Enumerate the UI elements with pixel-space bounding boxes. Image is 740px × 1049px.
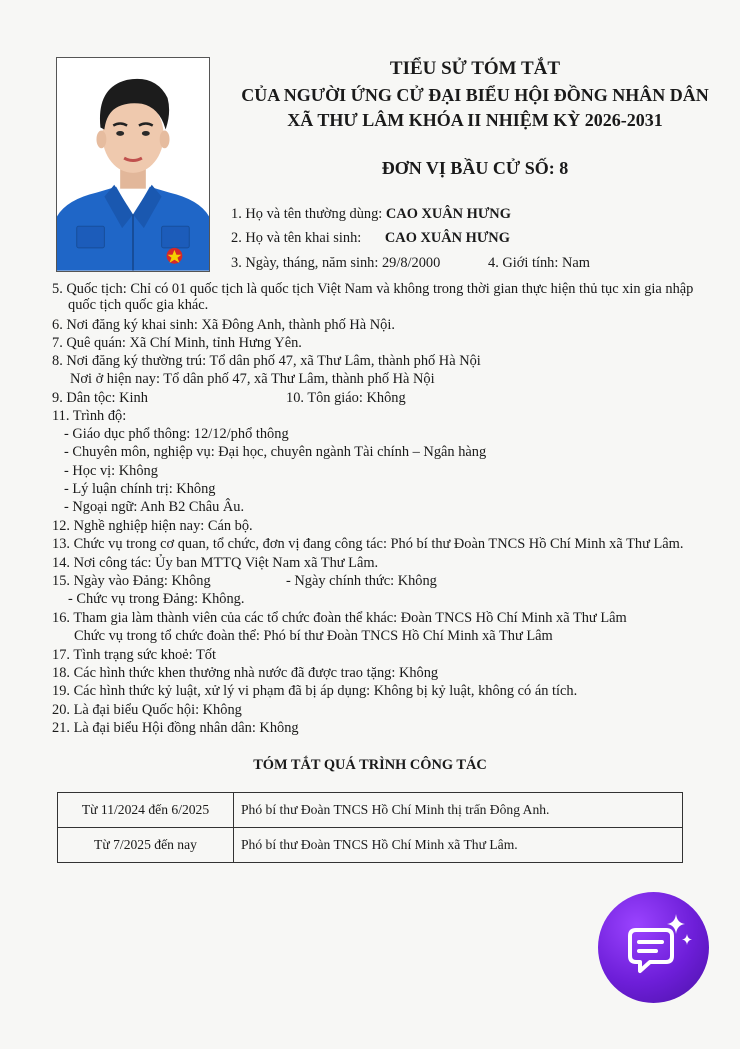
current-residence: Nơi ở hiện nay: Tổ dân phố 47, xã Thư Lâm, thành phố Hà Nội: [70, 371, 435, 387]
academic-degree: - Học vị: Không: [64, 463, 158, 479]
gender: 4. Giới tính: Nam: [488, 255, 590, 271]
common-name-row: [231, 205, 511, 223]
current-position: 13. Chức vụ trong cơ quan, tổ chức, đơn vị đang công tác: Phó bí thư Đoàn TNCS Hồ Chí Minh xã Thư Lâm.: [52, 536, 684, 552]
period-cell: Từ 7/2025 đến nay: [58, 828, 234, 863]
common-name-value: CAO XUÂN HƯNG: [385, 206, 511, 222]
table-row: [58, 793, 683, 828]
state-awards: 18. Các hình thức khen thưởng nhà nước đã được trao tặng: Không: [52, 665, 439, 681]
work-history-table: [57, 792, 683, 863]
specialization: - Chuyên môn, nghiệp vụ: Đại học, chuyên ngành Tài chính – Ngân hàng: [64, 444, 487, 460]
hometown: 7. Quê quán: Xã Chí Minh, tỉnh Hưng Yên.: [52, 335, 302, 351]
workplace: 14. Nơi công tác: Ủy ban MTTQ Việt Nam xã Thư Lâm.: [52, 555, 379, 571]
portrait-illustration: [57, 58, 209, 271]
birth-name-row: [231, 229, 510, 247]
candidate-photo: [56, 57, 210, 272]
work-history-title: TÓM TẮT QUÁ TRÌNH CÔNG TÁC: [253, 757, 487, 773]
peoples-council-member: 21. Là đại biểu Hội đồng nhân dân: Không: [52, 720, 299, 736]
political-theory: - Lý luận chính trị: Không: [64, 481, 216, 497]
disciplinary-record: 19. Các hình thức kỷ luật, xử lý vi phạm đã bị áp dụng: Không bị kỷ luật, không có án tích.: [52, 683, 578, 699]
birth-name-value: CAO XUÂN HƯNG: [384, 230, 510, 246]
common-name-label: 1. Họ và tên thường dùng:: [231, 206, 383, 222]
document-subtitle-1: CỦA NGƯỜI ỨNG CỬ ĐẠI BIỂU HỘI ĐỒNG NHÂN DÂN: [241, 85, 709, 105]
birth-name-label: 2. Họ và tên khai sinh:: [231, 230, 362, 246]
permanent-residence: 8. Nơi đăng ký thường trú: Tổ dân phố 47, xã Thư Lâm, thành phố Hà Nội: [52, 353, 481, 369]
organization-position: Chức vụ trong tổ chức đoàn thể: Phó bí thư Đoàn TNCS Hồ Chí Minh xã Thư Lâm: [74, 628, 553, 644]
organizations: 16. Tham gia làm thành viên của các tổ chức đoàn thể khác: Đoàn TNCS Hồ Chí Minh xã Thư Lâm: [52, 610, 627, 626]
education-heading: 11. Trình độ:: [52, 408, 127, 424]
national-assembly-member: 20. Là đại biểu Quốc hội: Không: [52, 702, 242, 718]
document-title: TIỂU SỬ TÓM TẮT: [389, 58, 561, 79]
document-subtitle-2: XÃ THƯ LÂM KHÓA II NHIỆM KỲ 2026-2031: [287, 110, 663, 130]
general-education: - Giáo dục phổ thông: 12/12/phổ thông: [64, 426, 289, 442]
ai-assistant-button[interactable]: [598, 892, 709, 1003]
date-of-birth: 3. Ngày, tháng, năm sinh: 29/8/2000: [231, 255, 441, 271]
role-cell: Phó bí thư Đoàn TNCS Hồ Chí Minh thị trấn Đông Anh.: [234, 793, 683, 828]
occupation: 12. Nghề nghiệp hiện nay: Cán bộ.: [52, 518, 253, 534]
religion: 10. Tôn giáo: Không: [286, 390, 406, 406]
foreign-language: - Ngoại ngữ: Anh B2 Châu Âu.: [64, 499, 245, 515]
electoral-unit: ĐƠN VỊ BẦU CỬ SỐ: 8: [381, 158, 569, 178]
ethnicity: 9. Dân tộc: Kinh: [52, 390, 148, 406]
role-cell: Phó bí thư Đoàn TNCS Hồ Chí Minh xã Thư Lâm.: [234, 828, 683, 863]
nationality-line-1: 5. Quốc tịch: Chỉ có 01 quốc tịch là quốc tịch Việt Nam và không trong thời gian thực hiện thủ tục xin gia nhập: [52, 281, 694, 297]
health-status: 17. Tình trạng sức khoẻ: Tốt: [52, 647, 216, 663]
party-join-date: 15. Ngày vào Đảng: Không: [52, 573, 211, 589]
period-cell: Từ 11/2024 đến 6/2025: [58, 793, 234, 828]
ai-chat-sparkle-icon: [598, 892, 709, 1003]
birth-registration: 6. Nơi đăng ký khai sinh: Xã Đông Anh, thành phố Hà Nội.: [52, 317, 395, 333]
party-position: - Chức vụ trong Đảng: Không.: [68, 591, 245, 607]
table-row: [58, 828, 683, 863]
nationality-line-2: quốc tịch quốc gia khác.: [68, 297, 209, 313]
party-official-date: - Ngày chính thức: Không: [286, 573, 437, 589]
